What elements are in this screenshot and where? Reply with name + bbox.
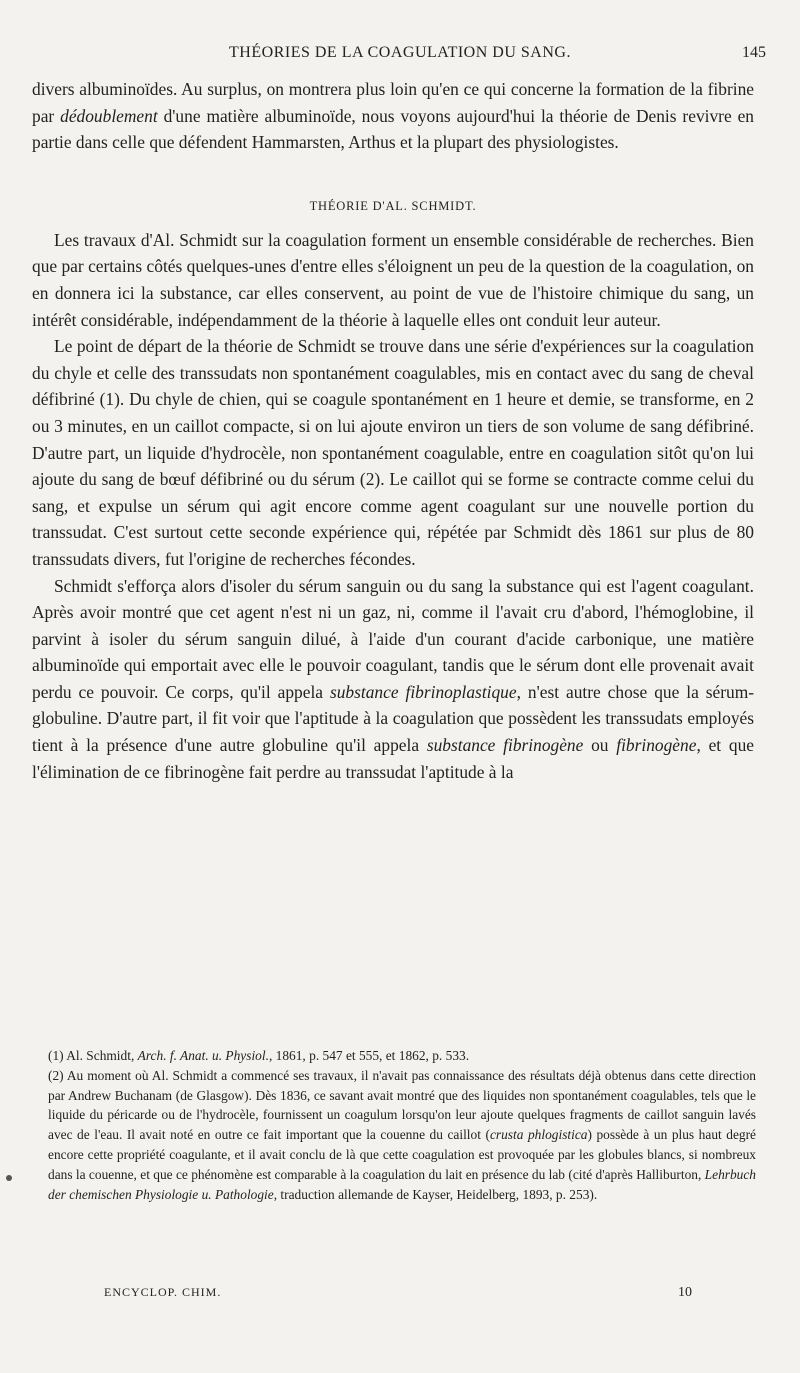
text-run: Le point de départ de la théorie de Schmidt se trouve dans une série d'expériences sur la coagulation du chyle et celle des transsudats non spontanément coagulables, mis en contact avec du sang de cheval défibriné (1). Du chyle de chien, qui se coagule spontanément en 1 heure et demie, se transforme, en 2 ou 3 minutes, en un caillot compacte, si on lui ajoute environ un tiers de son volume de sang défibriné. D'autre part, un liquide d'hydrocèle, non spontanément coagulable, entre en coagulation sitôt qu'on lui ajoute du sang de bœuf défibriné ou du sérum (2). Le caillot qui se forme se contracte comme celui du sang, et expulse un sérum qui agit encore comme agent coagulant sur une nouvelle portion du transsudat. C'est surtout cette seconde expérience qui, répétée par Schmidt dès 1861 sur plus de 80 transsudats divers, fut l'origine de recherches fécondes. xyxy=(32,336,754,569)
italic-text: substance fibrinogène xyxy=(426,735,584,756)
footnotes xyxy=(48,1046,756,1204)
running-title: THÉORIES DE LA COAGULATION DU SANG. xyxy=(229,44,571,61)
page-number: 145 xyxy=(742,44,766,61)
italic-text: substance fibrinoplastique xyxy=(329,681,517,702)
running-header xyxy=(0,44,800,68)
text-run: d'une matière albuminoïde, nous voyons aujourd'hui la théorie de Denis revivre en partie dans celle que défendent Hammarsten, Arthus et la plupart des physiologistes. xyxy=(32,105,754,153)
footer-signature: ENCYCLOP. CHIM. xyxy=(104,1285,222,1299)
paragraph xyxy=(32,76,754,156)
text-run: , n'est autre chose que la sérum-globuline. D'autre part, il fit voir que l'aptitude à la coagulation que possèdent les transsudats employés tient à la présence d'une autre globuline qu'il appela xyxy=(32,681,755,756)
footnote-1 xyxy=(48,1046,756,1066)
footnote-2 xyxy=(48,1066,756,1205)
text-run: ) possède à un plus haut degré encore cette propriété coagulante, et il avait conclu de là que cette coagulation est provoquée par les globules blancs, si nombreux dans la couenne, et que ce phénomène est comparable à la coagulation du lait en présence du lab (cité d'après Halliburton, xyxy=(48,1127,757,1182)
italic-text: Arch. f. Anat. u. Physiol. xyxy=(137,1048,269,1063)
paragraph xyxy=(32,333,754,572)
italic-text: dédoublement xyxy=(60,105,158,126)
italic-text: crusta phlogistica xyxy=(489,1127,588,1143)
margin-dot xyxy=(6,1175,12,1181)
text-run: Les travaux d'Al. Schmidt sur la coagulation forment un ensemble considérable de recherches. Bien que par certains côtés quelques-unes d'entre elles s'éloignent un peu de la question de la coagulation, on en donnera ici la substance, car elles conservent, au point de vue de l'histoire chimique du sang, un intérêt considérable, indépendamment de la théorie à laquelle elles ont conduit leur auteur. xyxy=(32,229,754,330)
text-run: (1) Al. Schmidt, xyxy=(48,1048,138,1063)
footer-sheet-number: 10 xyxy=(678,1285,692,1300)
text-run: , et que l'élimination de ce fibrinogène fait perdre au transsudat l'aptitude à la xyxy=(32,735,754,782)
page-footer xyxy=(0,1285,800,1309)
text-run: , 1861, p. 547 et 555, et 1862, p. 533. xyxy=(268,1048,470,1063)
section-heading: THÉORIE D'AL. SCHMIDT. xyxy=(309,198,477,213)
text-run: Schmidt s'efforça alors d'isoler du sérum sanguin ou du sang la substance qui est l'agent coagulant. Après avoir montré que cet agent n'est ni un gaz, ni, comme il l'avait cru d'abord, l'hémoglobine, il parvint à isoler du sérum sanguin dilué, à l'aide d'un courant d'acide carbonique, une matière albuminoïde qui emportait avec elle le pouvoir coagulant, tandis que le sérum dont elle provenait avait perdu ce pouvoir. Ce corps, qu'il appela xyxy=(32,575,754,702)
italic-text: fibrinogène xyxy=(616,735,697,756)
text-run: ou xyxy=(583,735,617,756)
paragraph xyxy=(32,573,754,786)
main-text xyxy=(32,76,754,785)
paragraph xyxy=(32,227,754,333)
text-run: divers albuminoïdes. Au surplus, on montrera plus loin qu'en ce qui concerne la formation de la fibrine par xyxy=(32,79,754,126)
text-run: (2) Au moment où Al. Schmidt a commencé ses travaux, il n'avait pas connaissance des résultats déjà obtenus dans cette direction par Andrew Buchanam (de Glasgow). Dès 1836, ce savant avait montré que des liquides non spontanément coagulables, tels que le liquide du péricarde ou de l'hydrocèle, fournissent un coagulum lorsqu'on leur ajoute quelques fragments de caillot sanguin lavés avec de l'eau. Il avait noté en outre ce fait important que la couenne du caillot ( xyxy=(48,1067,756,1143)
italic-text: Lehrbuch der chemischen Physiologie u. Pathologie xyxy=(48,1166,756,1202)
text-run: , traduction allemande de Kayser, Heidelberg, 1893, p. 253). xyxy=(273,1186,598,1202)
